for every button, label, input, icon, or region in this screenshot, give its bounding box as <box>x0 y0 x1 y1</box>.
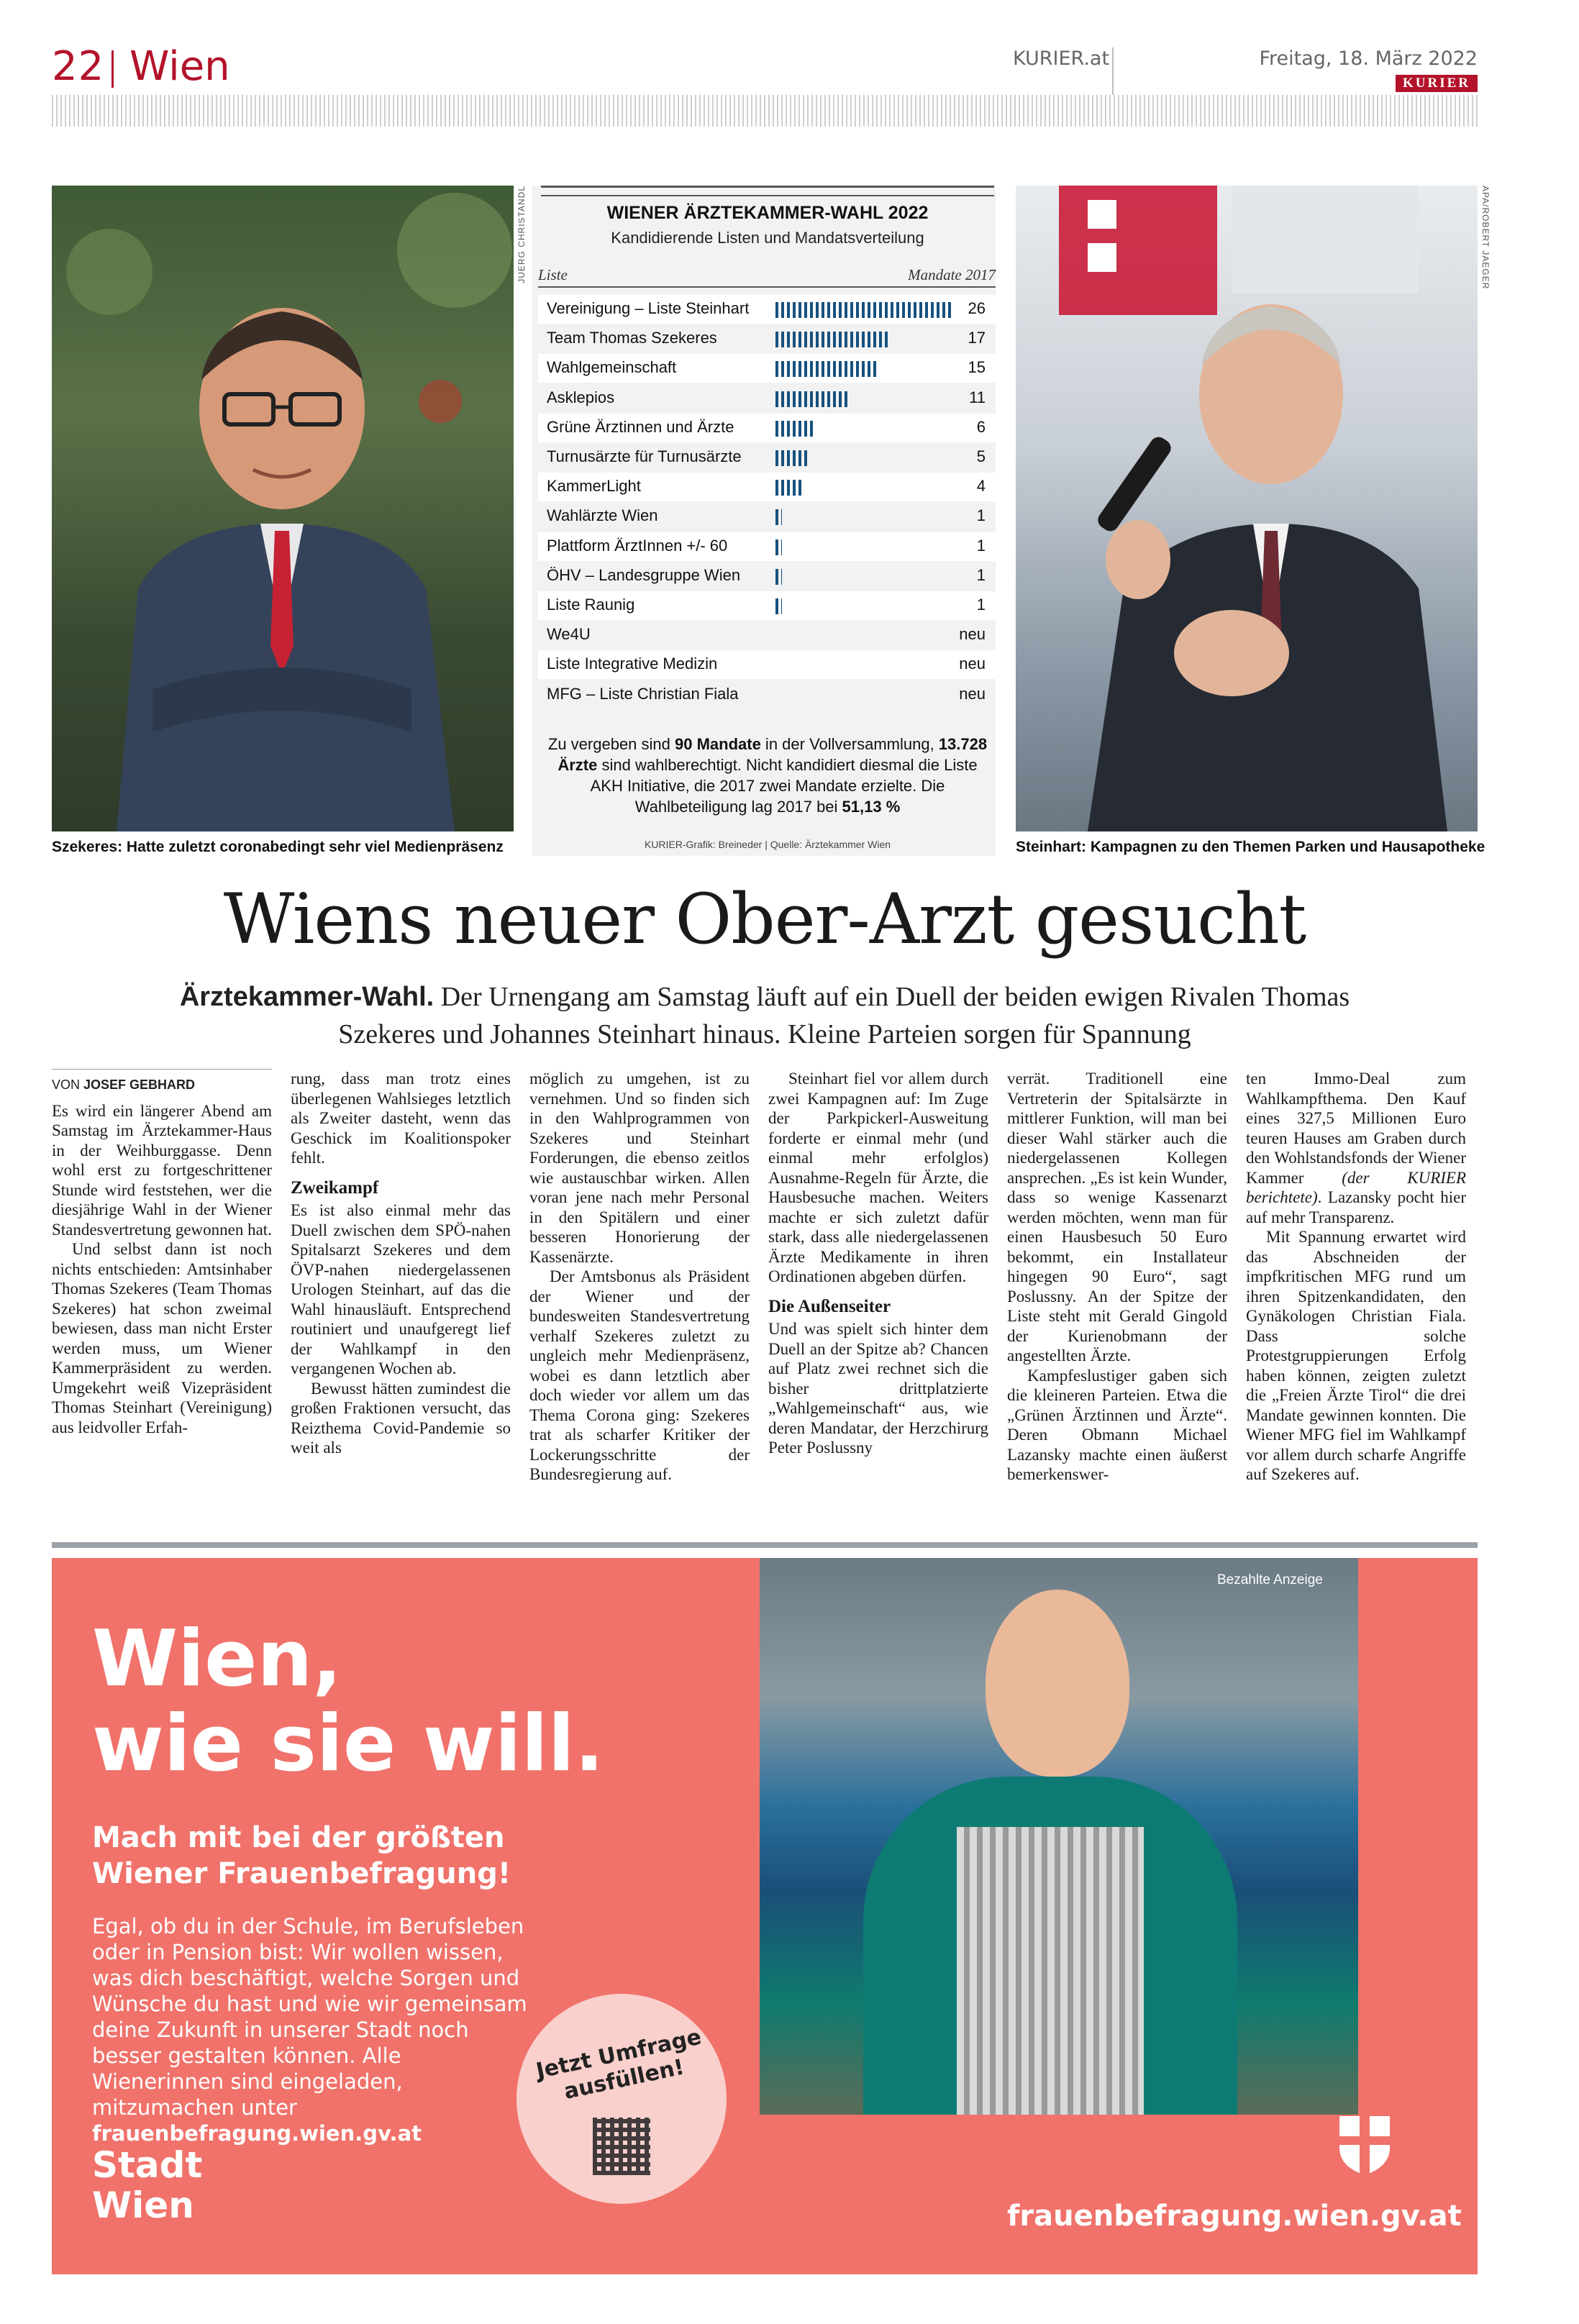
ad-url[interactable]: frauenbefragung.wien.gv.at <box>1007 2200 1462 2233</box>
paragraph: möglich zu umgehen, ist zu vernehmen. Und so finden sich in den Wahlprogrammen von Szekeres und Steinhart Forderungen, die ebenso zeitlos wie austauschbar wirken. Allen voran jene nach mehr Personal in den Spitälern und einer besseren Honorierung der Kassenärzte. <box>529 1070 750 1266</box>
graphic-bar <box>775 450 809 466</box>
graphic-row-label: Grüne Ärztinnen und Ärzte <box>547 417 734 436</box>
note-turnout: 51,13 % <box>842 798 901 816</box>
paragraph: Mit Spannung erwartet wird das Abschneiden der impfkritischen MFG rund um ihren Spitzenkandidaten, den Gynäkologen Christian Fiala. Dass solche Protestgruppierungen Erfolg haben können, zeigten zuletzt die „Freien Ärzte Tirol“ die drei Mandate gewinnen konnten. Die Wiener MFG fiel im Wahlkampf vor allem durch scharfe Angriffe auf Szekeres auf. <box>1246 1228 1466 1483</box>
graphic-bar <box>775 569 782 585</box>
graphic-bar <box>775 332 891 347</box>
graphic-row-label: ÖHV – Landesgruppe Wien <box>547 565 741 584</box>
ad-woman-face <box>986 1590 1129 1777</box>
photo-szekeres <box>52 186 514 831</box>
graphic-bar <box>775 391 850 407</box>
graphic-row <box>538 502 996 531</box>
graphic-row-label: KammerLight <box>547 477 641 496</box>
graphic-row-label: Liste Integrative Medizin <box>547 655 718 673</box>
ad-body-link[interactable]: frauenbefragung.wien.gv.at <box>92 2121 422 2146</box>
graphic-bar <box>775 598 782 614</box>
graphic-bar-value: 1 <box>976 506 986 525</box>
graphic-bar-value: 1 <box>976 536 986 555</box>
graphic-row <box>538 443 996 472</box>
subheading-aussenseiter: Die Außenseiter <box>768 1296 891 1316</box>
ad-top-rule <box>52 1542 1478 1548</box>
kurier-logo: KURIER <box>1396 75 1478 92</box>
article-column-6 <box>1246 1069 1466 1485</box>
graphic-row-label: We4U <box>547 625 591 644</box>
subheading-zweikampf: Zweikampf <box>291 1177 379 1198</box>
graphic-bar-value: neu <box>959 684 986 703</box>
graphic-bar-value: 1 <box>976 596 986 614</box>
paragraph <box>1246 1069 1466 1227</box>
byline <box>52 1069 272 1095</box>
note-mid1: in der Vollversammlung, <box>760 735 939 753</box>
graphic-row-label: MFG – Liste Christian Fiala <box>547 684 739 703</box>
deck-kicker: Ärztekammer-Wahl. <box>179 982 434 1012</box>
brand-line: Wien <box>92 2184 194 2226</box>
brand-line: Stadt <box>92 2144 203 2186</box>
paragraph: Und was spielt sich hinter dem Duell an der Spitze ab? Chancen auf Platz zwei rechnet sich die bisher drittplatzierte „Wahlgemeinschaft“ aus, wie deren Mandatar, der Herzchirurg Peter Poslussny <box>768 1320 988 1457</box>
graphic-row-label: Liste Raunig <box>547 596 635 614</box>
paragraph: Es wird ein längerer Abend am Samstag im Ärztekammer-Haus in der Weihburggasse. Denn wohl erst zu fortgeschrittener Stunde wird feststehen, wer die diesjährige Wahl in der Wiener Standesvertretung gewonnen hat. <box>52 1101 272 1239</box>
vienna-shield-icon <box>1338 2115 1391 2177</box>
deck-text: Der Urnengang am Samstag läuft auf ein Duell der beiden ewigen Rivalen Thomas Szekeres und Johannes Steinhart hinaus. Kleine Parteien sorgen für Spannung <box>338 982 1350 1049</box>
graphic-bar-value: neu <box>959 655 986 673</box>
portrait-steinhart-illustration <box>1016 186 1478 831</box>
graphic-bar-value: neu <box>959 625 986 644</box>
graphic-bar <box>775 539 782 555</box>
article-headline: Wiens neuer Ober-Arzt gesucht <box>223 879 1306 960</box>
graphic-bar <box>775 421 816 437</box>
graphic-row-label: Vereinigung – Liste Steinhart <box>547 299 750 317</box>
graphic-row <box>538 295 996 324</box>
note-mandates: 90 Mandate <box>674 735 761 753</box>
graphic-row <box>538 650 996 679</box>
photo-steinhart <box>1016 186 1478 831</box>
paragraph: Und selbst dann ist noch nichts entschieden: Amtsinhaber Thomas Szekeres (Team Thomas Szekeres) hat schon zweimal bewiesen, dass man nicht Erster werden muss, um Wiener Kammerpräsident zu werden. Umgekehrt weiß Vizepräsident Thomas Steinhart (Vereinigung) aus leidvoller Erfah- <box>52 1240 272 1436</box>
graphic-row <box>538 532 996 561</box>
graphic-bar-value: 5 <box>976 447 986 465</box>
paragraph: rung, dass man trotz eines überlegenen Wahlsieges letztlich als Zweiter dasteht, wenn das Geschick im Koalitionspoker fehlt. <box>291 1070 511 1167</box>
graphic-bar-value: 17 <box>968 329 986 347</box>
ad-woman-apron <box>957 1827 1144 2115</box>
paragraph: verrät. Traditionell eine Vertreterin der Spitalsärzte in mittlerer Funktion, will man bei dieser Wahl stärker auch die niedergelassenen Kollegen ansprechen. „Es ist kein Wunder, dass so wenige Kassenarzt werden möchten, wenn man für einen Hausbesuch 50 Euro bekommt, ein Installateur hingegen 90 Euro“, sagt Poslussny. An der Spitze der Liste steht mit Gerald Gingold der Kurienobmann der angestellten Ärzte. <box>1007 1070 1227 1364</box>
text-run: ten Immo-Deal zum Wahlkampfthema. Den Kauf eines 327,5 Millionen Euro teuren Hauses am Graben durch den Wohlstandsfonds der Wiener Kammer <box>1246 1070 1466 1187</box>
graphic-row-label: Wahlärzte Wien <box>547 506 658 525</box>
graphic-row-label: Plattform ÄrztInnen +/- 60 <box>547 536 728 555</box>
graphic-header-rule <box>538 286 996 288</box>
graphic-bar-value: 26 <box>968 299 986 317</box>
ad-body-text: Egal, ob du in der Schule, im Berufsleben oder in Pension bist: Wir wollen wissen, was dich beschäftigt, welche Sorgen und Wünsche du hast und wie wir gemeinsam deine Zukunft in unserer Stadt noch besser gestalten können. Alle Wienerinnen sind eingeladen, mitzumachen unter <box>92 1914 527 2120</box>
photo-caption-left: Szekeres: Hatte zuletzt coronabedingt sehr viel Medienpräsenz <box>52 839 504 855</box>
article-column-3 <box>529 1069 750 1485</box>
photo-caption-right: Steinhart: Kampagnen zu den Themen Parken und Hausapotheke <box>1016 839 1485 855</box>
article-column-1 <box>52 1069 272 1437</box>
note-mid2: sind wahlberechtigt. Nicht kandidiert diesmal die Liste AKH Initiative, die 2017 zwei Mandate erzielte. Die Wahlbeteiligung lag 2017 bei <box>590 756 978 816</box>
article-deck <box>144 978 1385 1053</box>
text-run: . Lazansky pocht hier auf mehr Transparenz. <box>1246 1188 1466 1226</box>
graphic-source: KURIER-Grafik: Breineder | Quelle: Ärztekammer Wien <box>644 839 891 850</box>
graphic-row-label: Team Thomas Szekeres <box>547 329 717 347</box>
graphic-bar-value: 1 <box>976 565 986 584</box>
survey-badge-text: Jetzt Umfrage ausfüllen! <box>534 2024 704 2105</box>
issue-date: Freitag, 18. März 2022 <box>1259 47 1478 70</box>
photo-credit-left: JUERG CHRISTANDL <box>517 186 527 283</box>
article-column-4 <box>768 1069 988 1458</box>
graphic-row <box>538 384 996 413</box>
ad-headline-line: wie sie will. <box>92 1699 604 1789</box>
graphic-note <box>541 734 994 817</box>
graphic-row-label: Asklepios <box>547 388 615 406</box>
article-column-2 <box>291 1069 511 1458</box>
graphic-top-rule <box>541 186 994 196</box>
graphic-bar-value: 4 <box>976 477 986 496</box>
graphic-row <box>538 324 996 353</box>
ad-headline <box>92 1614 740 1789</box>
section-title: Wien <box>129 43 230 90</box>
header-divider <box>1112 47 1114 102</box>
byline-author: JOSEF GEBHARD <box>83 1077 196 1092</box>
graphic-row <box>538 680 996 709</box>
graphic-row <box>538 621 996 650</box>
note-prefix: Zu vergeben sind <box>547 735 675 753</box>
ad-headline-line: Wien, <box>92 1614 342 1704</box>
graphic-subtitle: Kandidierende Listen und Mandatsverteilung <box>611 229 924 247</box>
graphic-title: WIENER ÄRZTEKAMMER-WAHL 2022 <box>606 203 929 223</box>
graphic-row <box>538 354 996 383</box>
graphic-row-label: Turnusärzte für Turnusärzte <box>547 447 742 465</box>
ad-disclaimer: Bezahlte Anzeige <box>1217 1572 1323 1587</box>
graphic-bar-value: 6 <box>976 417 986 436</box>
paragraph: Steinhart fiel vor allem durch zwei Kampagnen auf: Im Zuge der Parkpickerl-Ausweitung forderte er einmal mehr (und einmal mehr erfolglos) Ausnahme-Regeln für Ärzte, die Hausbesuche machen. Weiters machte er sich zuletzt dafür stark, dass alle niedergelassenen Ärzte Medikamente in ihren Ordinationen abgeben dürfen. <box>768 1070 988 1285</box>
ad-subheadline: Mach mit bei der größten Wiener Frauenbefragung! <box>92 1821 511 1890</box>
graphic-row <box>538 591 996 620</box>
paragraph: Der Amtsbonus als Präsident der Wiener und der bundesweiten Standesvertretung verhalf Szekeres zuletzt zu ungleich mehr Medienpräsenz, wobei es dann letztlich aber doch wieder vor allem um das Thema Corona ging: Szekeres trat als scharfer Kritiker der Lockerungsschritte der Bundesregierung auf. <box>529 1267 750 1483</box>
graphic-row <box>538 473 996 501</box>
header-separator <box>112 50 114 88</box>
graphic-bar <box>775 480 803 496</box>
graphic-row <box>538 414 996 442</box>
graphic-bar <box>775 509 782 525</box>
portrait-szekeres-illustration <box>52 186 514 831</box>
paragraph: Es ist also einmal mehr das Duell zwischen dem SPÖ-nahen Spitalsarzt Szekeres und dem ÖVP-nahen niedergelassenen Urologen Steinhart, auf das die Wahl hinausläuft. Entsprechend routiniert und unaufgeregt lief der Wahlkampf in den vergangenen Wochen ab. <box>291 1201 511 1377</box>
text-run-italic: (der KURIER berichtete) <box>1246 1168 1467 1206</box>
article-column-5 <box>1007 1069 1227 1485</box>
paragraph: Bewusst hätten zumindest die großen Fraktionen versucht, das Reizthema Covid-Pandemie so weit als <box>291 1379 511 1457</box>
photo-credit-right: APA/ROBERT JAEGER <box>1480 186 1491 290</box>
graphic-bar <box>775 302 951 318</box>
graphic-bar <box>775 361 877 377</box>
paragraph: Kampfeslustiger gaben sich die kleineren Parteien. Etwa die „Grünen Ärztinnen und Ärzte“. Deren Obmann Michael Lazansky machte einen äußerst bemerkenswer- <box>1007 1366 1227 1483</box>
page-number: 22 <box>52 43 105 90</box>
graphic-bar-value: 11 <box>969 388 986 406</box>
graphic-bar-value: 15 <box>968 358 986 377</box>
ad-body <box>92 1913 538 2146</box>
graphic-column-list: Liste <box>538 266 568 283</box>
graphic-row-label: Wahlgemeinschaft <box>547 358 677 377</box>
graphic-row <box>538 562 996 591</box>
stadt-wien-logo <box>92 2145 202 2225</box>
qr-code-icon[interactable] <box>593 2118 650 2175</box>
byline-prefix: VON <box>52 1077 84 1092</box>
note-doctors: 13.728 Ärzte <box>558 735 988 774</box>
site-name: KURIER.at <box>1013 47 1110 70</box>
graphic-column-mandates: Mandate 2017 <box>908 266 996 283</box>
header-stripe-band <box>52 95 1478 127</box>
